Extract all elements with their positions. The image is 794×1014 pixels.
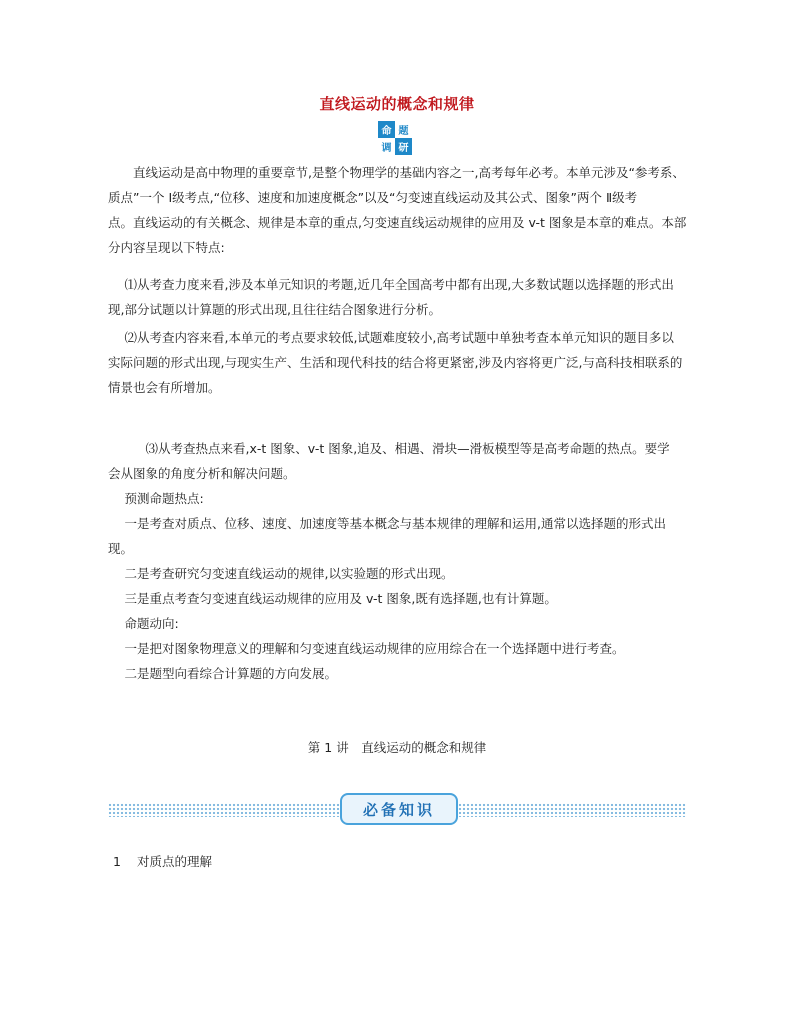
text-line: 三是重点考查匀变速直线运动规律的应用及 v-t 图象,既有选择题,也有计算题。 (108, 591, 557, 606)
mingti-diaoyan-badge-icon (378, 121, 412, 155)
text-line: ⑵从考查内容来看,本单元的考点要求较低,试题难度较小,高考试题中单独考查本单元知识的题目多以 (108, 330, 674, 345)
text-line: 质点”一个 Ⅰ级考点,“位移、速度和加速度概念”以及“匀变速直线运动及其公式、图象”两个 Ⅱ级考 (108, 190, 638, 205)
section-banner (340, 793, 458, 825)
text-line: 二是考查研究匀变速直线运动的规律,以实验题的形式出现。 (108, 566, 454, 581)
subheading-number: 1 (113, 854, 121, 869)
text-line: 点。直线运动的有关概念、规律是本章的重点,匀变速直线运动规律的应用及 v-t 图象是本章的难点。本部 (108, 215, 687, 230)
badge-char: 调 (378, 138, 395, 155)
text-line: 直线运动是高中物理的重要章节,是整个物理学的基础内容之一,高考每年必考。本单元涉及“参考系、 (108, 165, 685, 180)
document-title: 直线运动的概念和规律 (319, 95, 475, 113)
text-line: 现。 (108, 541, 134, 556)
text-line: 一是把对图象物理意义的理解和匀变速直线运动规律的应用综合在一个选择题中进行考查。 (108, 641, 625, 656)
lecture-title: 第 1 讲 直线运动的概念和规律 (307, 740, 487, 755)
badge-char: 命 (378, 121, 395, 138)
badge-char: 题 (395, 121, 412, 138)
subheading-text: 对质点的理解 (136, 854, 212, 869)
feature-paragraph-3 (108, 436, 688, 686)
badge-char: 研 (395, 138, 412, 155)
text-line: 分内容呈现以下特点: (108, 240, 225, 255)
text-line: 二是题型向看综合计算题的方向发展。 (108, 666, 337, 681)
section-banner-label: 必备知识 (362, 800, 435, 819)
text-line: ⑶从考查热点来看,x-t 图象、v-t 图象,追及、相遇、滑块—滑板模型等是高考命题的热点。要学 (108, 441, 670, 456)
intro-paragraph (108, 160, 688, 260)
text-line: 情景也会有所增加。 (108, 380, 221, 395)
feature-paragraph-2 (108, 325, 688, 400)
text-line: ⑴从考查力度来看,涉及本单元知识的考题,近几年全国高考中都有出现,大多数试题以选择题的形式出 (108, 277, 674, 292)
text-line: 预测命题热点: (108, 491, 204, 506)
text-line: 实际问题的形式出现,与现实生产、生活和现代科技的结合将更紧密,涉及内容将更广泛,与高科技相联系的 (108, 355, 683, 370)
text-line: 会从图象的角度分析和解决问题。 (108, 466, 296, 481)
text-line: 现,部分试题以计算题的形式出现,且往往结合图象进行分析。 (108, 302, 441, 317)
feature-paragraph-1 (108, 272, 688, 322)
dotted-divider-right (458, 803, 686, 817)
text-line: 一是考查对质点、位移、速度、加速度等基本概念与基本规律的理解和运用,通常以选择题的形式出 (108, 516, 666, 531)
subheading (113, 852, 212, 870)
text-line: 命题动向: (108, 616, 179, 631)
dotted-divider-left (108, 803, 340, 817)
